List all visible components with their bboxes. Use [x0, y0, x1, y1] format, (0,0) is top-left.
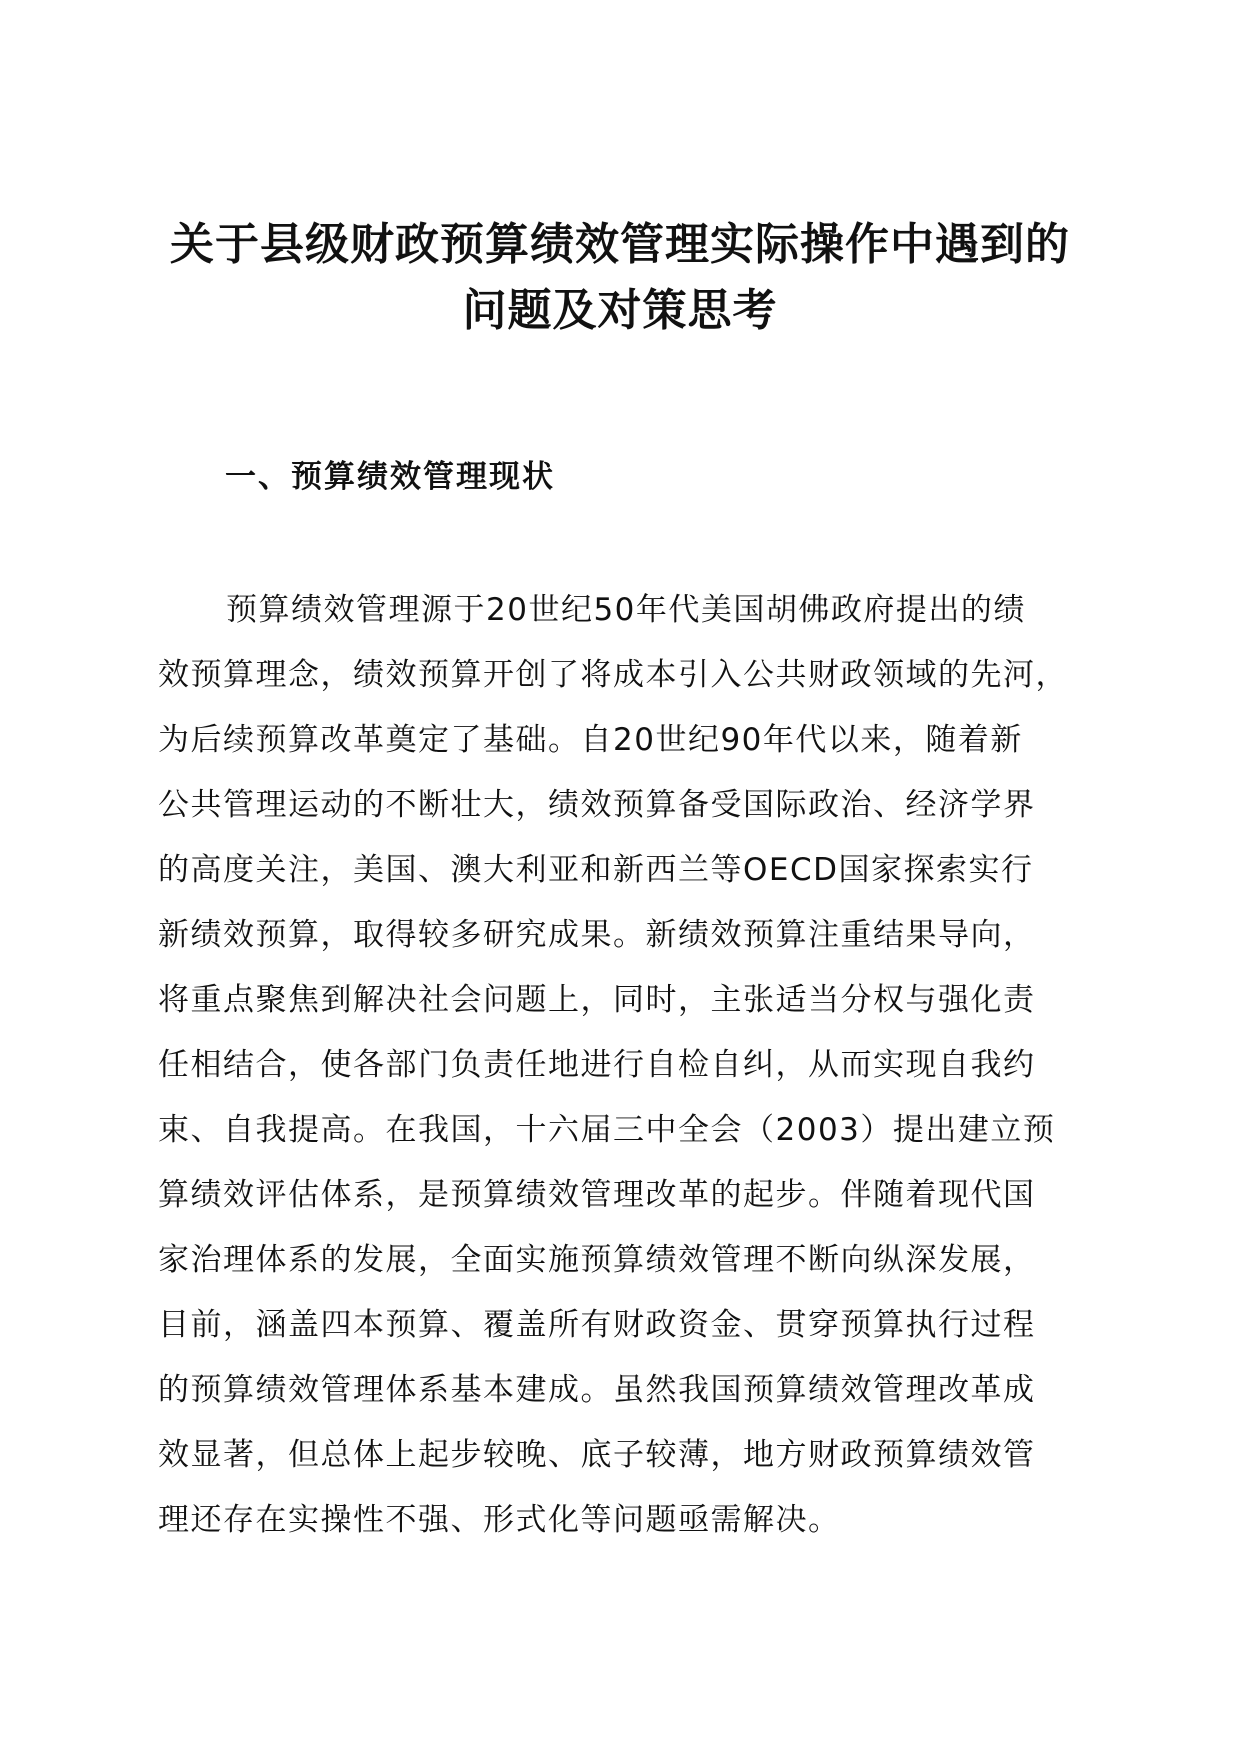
paragraph-line: 预算绩效管理源于20世纪50年代美国胡佛政府提出的绩 [226, 592, 1026, 628]
paragraph-line: 新绩效预算，取得较多研究成果。新绩效预算注重结果导向， [158, 917, 1036, 953]
paragraph-line: 家治理体系的发展，全面实施预算绩效管理不断向纵深发展， [158, 1242, 1036, 1278]
paragraph-line: 将重点聚焦到解决社会问题上，同时，主张适当分权与强化责 [158, 982, 1036, 1018]
title-line: 问题及对策思考 [462, 285, 778, 336]
paragraph-line: 效预算理念，绩效预算开创了将成本引入公共财政领域的先河， [158, 657, 1068, 693]
paragraph-line: 为后续预算改革奠定了基础。自20世纪90年代以来，随着新 [158, 722, 1023, 758]
paragraph-line: 目前，涵盖四本预算、覆盖所有财政资金、贯穿预算执行过程 [158, 1307, 1036, 1343]
paragraph-line: 的高度关注，美国、澳大利亚和新西兰等OECD国家探索实行 [158, 852, 1034, 888]
paragraph-line: 效显著，但总体上起步较晚、底子较薄，地方财政预算绩效管 [158, 1437, 1036, 1473]
paragraph-line: 算绩效评估体系，是预算绩效管理改革的起步。伴随着现代国 [158, 1177, 1036, 1213]
body-paragraph [158, 578, 1098, 1553]
paragraph-line: 公共管理运动的不断壮大，绩效预算备受国际政治、经济学界 [158, 787, 1036, 823]
section-heading: 一、预算绩效管理现状 [225, 459, 555, 495]
paragraph-line: 束、自我提高。在我国，十六届三中全会（2003）提出建立预 [158, 1112, 1056, 1148]
paragraph-line: 任相结合，使各部门负责任地进行自检自纠，从而实现自我约 [158, 1047, 1036, 1083]
paragraph-line: 理还存在实操性不强、形式化等问题亟需解决。 [158, 1502, 841, 1538]
paragraph-line: 的预算绩效管理体系基本建成。虽然我国预算绩效管理改革成 [158, 1372, 1036, 1408]
title-line: 关于县级财政预算绩效管理实际操作中遇到的 [170, 219, 1070, 270]
document-title [150, 212, 1090, 344]
